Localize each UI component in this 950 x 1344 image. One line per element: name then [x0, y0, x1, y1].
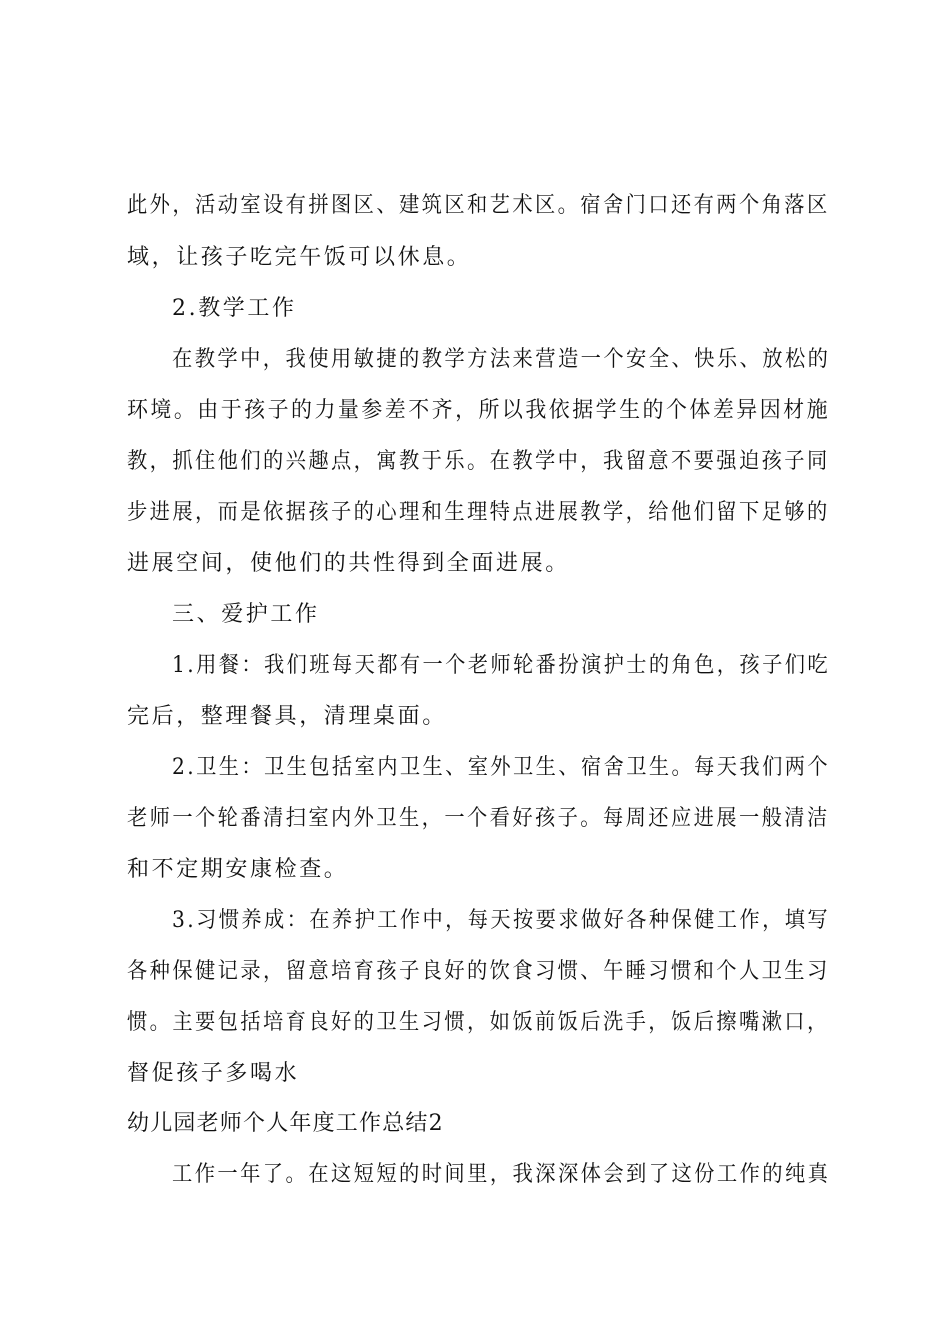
- paragraph-line: 在教学中，我使用敏捷的教学方法来营造一个安全、快乐、放松的: [172, 347, 831, 372]
- paragraph-line: 进展空间，使他们的共性得到全面进展。: [127, 551, 570, 576]
- paragraph-line: 督促孩子多喝水: [127, 1061, 300, 1086]
- paragraph-line: 步进展，而是依据孩子的心理和生理特点进展教学，给他们留下足够的: [127, 500, 830, 525]
- paragraph-line: 3.习惯养成：在养护工作中，每天按要求做好各种保健工作，填写: [172, 908, 830, 933]
- paragraph-line: 老师一个轮番清扫室内外卫生，一个看好孩子。每周还应进展一般清洁: [127, 806, 830, 831]
- paragraph-line: 环境。由于孩子的力量参差不齐，所以我依据学生的个体差异因材施: [127, 398, 831, 423]
- document-title: 幼儿园老师个人年度工作总结2: [127, 1111, 444, 1136]
- paragraph-line: 教，抓住他们的兴趣点，寓教于乐。在教学中，我留意不要强迫孩子同: [127, 449, 830, 474]
- paragraph-line: 工作一年了。在这短短的时间里，我深深体会到了这份工作的纯真: [172, 1162, 831, 1187]
- section-heading: 2.教学工作: [172, 296, 297, 321]
- paragraph-line: 完后，整理餐具，清理桌面。: [127, 704, 447, 729]
- paragraph-line: 此外，活动室设有拼图区、建筑区和艺术区。宿舍门口还有两个角落区: [127, 193, 830, 218]
- paragraph-line: 和不定期安康检查。: [127, 857, 349, 882]
- paragraph-line: 各种保健记录，留意培育孩子良好的饮食习惯、午睡习惯和个人卫生习: [127, 959, 830, 984]
- paragraph-line: 1.用餐：我们班每天都有一个老师轮番扮演护士的角色，孩子们吃: [172, 653, 830, 678]
- paragraph-line: 惯。主要包括培育良好的卫生习惯，如饭前饭后洗手，饭后擦嘴漱口，: [127, 1010, 830, 1035]
- section-heading: 三、爱护工作: [172, 602, 320, 627]
- paragraph-line: 域，让孩子吃完午饭可以休息。: [127, 245, 472, 270]
- paragraph-line: 2.卫生：卫生包括室内卫生、室外卫生、宿舍卫生。每天我们两个: [172, 755, 830, 780]
